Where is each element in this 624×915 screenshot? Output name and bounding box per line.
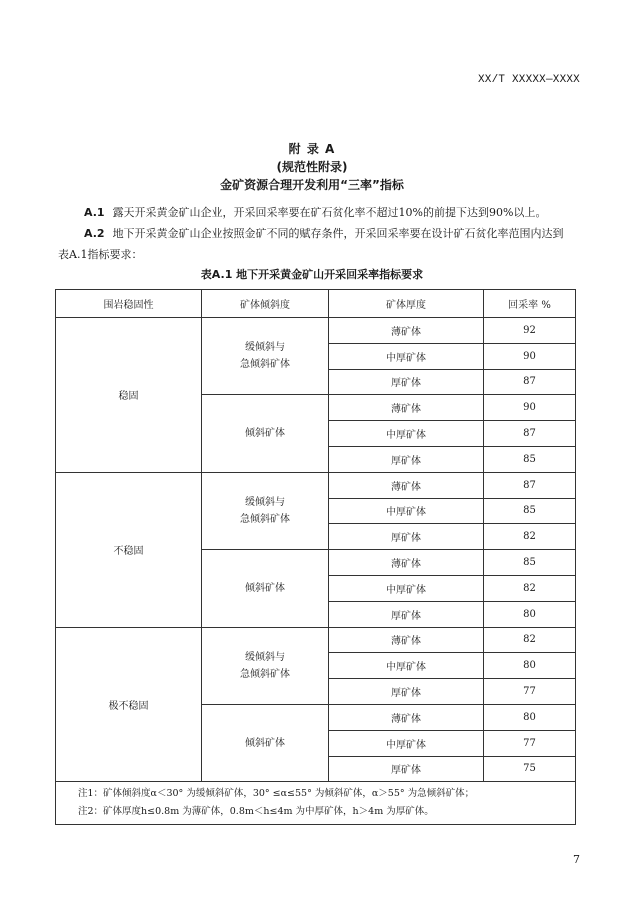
thickness-cell: 薄矿体	[329, 318, 484, 344]
thickness-cell: 厚矿体	[329, 446, 484, 472]
paragraph-number: A.2	[84, 227, 105, 240]
rate-cell: 90	[484, 343, 576, 369]
inclination-cell: 倾斜矿体	[202, 550, 329, 627]
thickness-cell: 厚矿体	[329, 601, 484, 627]
thickness-cell: 中厚矿体	[329, 575, 484, 601]
recovery-rate-table	[55, 289, 576, 825]
rate-cell: 75	[484, 756, 576, 782]
thickness-cell: 厚矿体	[329, 756, 484, 782]
notes-cell	[56, 782, 576, 825]
thickness-cell: 薄矿体	[329, 395, 484, 421]
table-row	[56, 472, 576, 498]
paragraph-a2	[58, 223, 574, 265]
rate-cell: 90	[484, 395, 576, 421]
rate-cell: 87	[484, 369, 576, 395]
thickness-cell: 中厚矿体	[329, 730, 484, 756]
thickness-cell: 中厚矿体	[329, 421, 484, 447]
header-inclination: 矿体倾斜度	[202, 290, 329, 318]
thickness-cell: 厚矿体	[329, 524, 484, 550]
inclination-cell: 倾斜矿体	[202, 395, 329, 472]
paragraph-text: 露天开采黄金矿山企业，开采回采率要在矿石贫化率不超过10%的前提下达到90%以上。	[112, 206, 547, 219]
rate-cell: 87	[484, 472, 576, 498]
inclination-cell: 缓倾斜与 急倾斜矿体	[202, 627, 329, 704]
table-header-row	[56, 290, 576, 318]
inclination-cell: 缓倾斜与 急倾斜矿体	[202, 318, 329, 395]
header-rate: 回采率 %	[484, 290, 576, 318]
table-body	[56, 318, 576, 782]
table-caption: 表A.1 地下开采黄金矿山开采回采率指标要求	[200, 268, 424, 281]
header-thickness: 矿体厚度	[329, 290, 484, 318]
thickness-cell: 厚矿体	[329, 679, 484, 705]
note-2: 注2：矿体厚度h≤0.8m 为薄矿体，0.8m＜h≤4m 为中厚矿体，h＞4m 为厚矿体。	[78, 806, 434, 818]
stability-cell: 稳固	[56, 318, 202, 473]
rate-cell: 80	[484, 601, 576, 627]
thickness-cell: 中厚矿体	[329, 343, 484, 369]
rate-cell: 82	[484, 575, 576, 601]
thickness-cell: 中厚矿体	[329, 653, 484, 679]
appendix-title: 附 录 A	[288, 142, 336, 156]
rate-cell: 82	[484, 524, 576, 550]
stability-cell: 不稳固	[56, 472, 202, 627]
thickness-cell: 薄矿体	[329, 704, 484, 730]
page-number: 7	[573, 853, 580, 866]
table-row	[56, 627, 576, 653]
paragraph-number: A.1	[84, 206, 105, 219]
standard-code: XX/T XXXXX—XXXX	[477, 74, 580, 86]
rate-cell: 80	[484, 653, 576, 679]
rate-cell: 82	[484, 627, 576, 653]
thickness-cell: 薄矿体	[329, 472, 484, 498]
thickness-cell: 薄矿体	[329, 627, 484, 653]
paragraph-text: 地下开采黄金矿山企业按照金矿不同的赋存条件，开采回采率要在设计矿石贫化率范围内达到表A.1指标要求：	[58, 227, 564, 261]
appendix-type: (规范性附录)	[276, 160, 348, 174]
inclination-cell: 倾斜矿体	[202, 704, 329, 781]
appendix-heading: 金矿资源合理开发利用“三率”指标	[220, 178, 404, 192]
rate-cell: 77	[484, 730, 576, 756]
rate-cell: 85	[484, 446, 576, 472]
stability-cell: 极不稳固	[56, 627, 202, 782]
rate-cell: 85	[484, 498, 576, 524]
inclination-cell: 缓倾斜与 急倾斜矿体	[202, 472, 329, 549]
header-stability: 围岩稳固性	[56, 290, 202, 318]
rate-cell: 77	[484, 679, 576, 705]
notes-row	[56, 782, 576, 825]
table-row	[56, 318, 576, 344]
note-1: 注1：矿体倾斜度α＜30° 为缓倾斜矿体，30° ≤α≤55° 为倾斜矿体，α＞55° 为急倾斜矿体；	[78, 788, 475, 800]
paragraph-a1	[58, 202, 574, 223]
thickness-cell: 中厚矿体	[329, 498, 484, 524]
rate-cell: 87	[484, 421, 576, 447]
rate-cell: 80	[484, 704, 576, 730]
thickness-cell: 薄矿体	[329, 550, 484, 576]
rate-cell: 85	[484, 550, 576, 576]
rate-cell: 92	[484, 318, 576, 344]
thickness-cell: 厚矿体	[329, 369, 484, 395]
